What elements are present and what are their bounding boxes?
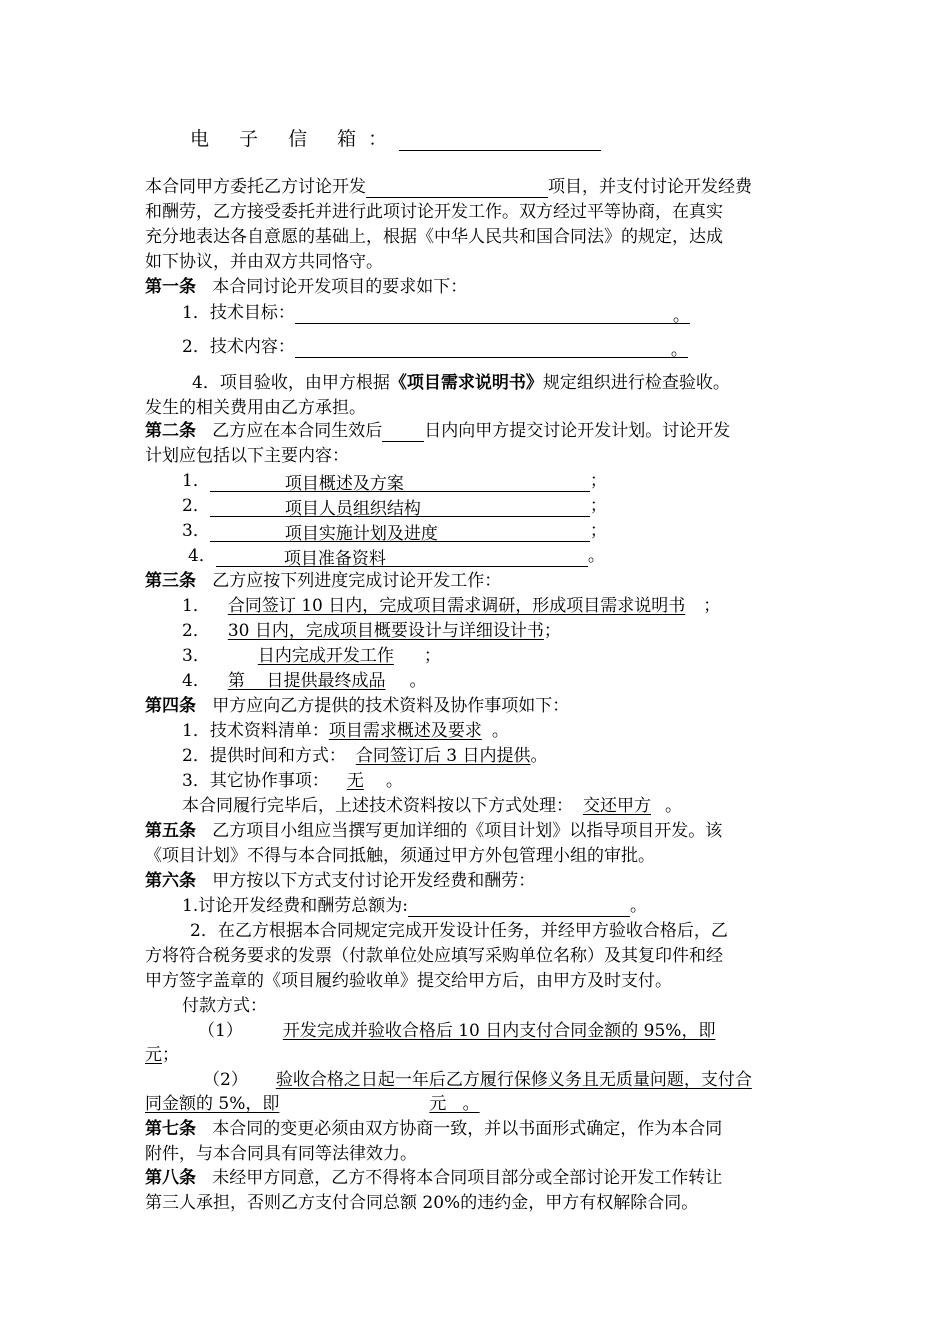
intro-text-a: 本合同甲方委托乙方讨论开发	[145, 177, 366, 197]
provide-time-line	[182, 745, 547, 767]
payment-cond-line-1: 2．在乙方根据本合同规定完成开发设计任务，并经甲方验收合格后，乙	[190, 921, 728, 941]
article-2-title: 第二条	[145, 421, 196, 441]
schedule-item-4	[182, 670, 426, 692]
payment-2-end: 。	[462, 1094, 480, 1114]
plan-item-number: 1．	[182, 471, 210, 491]
payment-2-text-b: 同金额的 5%，即	[145, 1094, 280, 1114]
intro-line-1	[145, 176, 752, 198]
total-amount-label: 1.讨论开发经费和酬劳总额为:	[182, 896, 408, 916]
project-name-blank	[366, 179, 548, 198]
tech-docs-value: 项目需求概述及要求	[328, 721, 482, 741]
article-8-heading	[145, 1167, 722, 1189]
plan-item-1	[182, 470, 607, 492]
payment-1-cont	[145, 1044, 179, 1066]
acceptance-text-a: 4．项目验收，由甲方根据	[192, 373, 390, 393]
intro-line-3: 充分地表达各自意愿的基础上，根据《中华人民共和国合同法》的规定，达成	[145, 227, 723, 247]
payment-1-text: 开发完成并验收合格后 10 日内支付合同金额的 95%，即	[282, 1021, 716, 1041]
plan-item-end: ；	[589, 496, 607, 516]
plan-item-2	[182, 495, 607, 517]
article-7-title: 第七条	[145, 1119, 196, 1139]
article-4-heading	[145, 695, 569, 717]
schedule-value: 合同签订 10 日内，完成项目需求调研，形成项目需求说明书	[227, 596, 686, 616]
plan-item-value: 项目准备资料	[216, 548, 588, 567]
article-5-heading	[145, 820, 722, 842]
schedule-end: 。	[409, 671, 427, 691]
schedule-end: ；	[543, 621, 561, 641]
payment-1-end: ；	[162, 1045, 179, 1065]
acceptance-doc: 《项目需求说明书》	[389, 373, 543, 393]
article-5-text-2: 《项目计划》不得与本合同抵触，须通过甲方外包管理小组的审批。	[145, 846, 655, 866]
tech-content-label: 2．技术内容：	[182, 337, 295, 357]
tech-content-end: 。	[670, 340, 688, 360]
article-2-heading	[145, 420, 730, 442]
article-3-text: 乙方应按下列进度完成讨论开发工作：	[212, 571, 502, 591]
plan-item-value: 项目人员组织结构	[210, 498, 590, 517]
article-1-text: 本合同讨论开发项目的要求如下：	[212, 277, 468, 297]
tech-docs-label: 1．技术资料清单：	[182, 721, 329, 741]
article-1-title: 第一条	[145, 277, 196, 297]
payment-cond-line-2: 方将符合税务要求的发票（付款单位处应填写采购单位名称）及其复印件和经	[145, 946, 723, 966]
article-8-title: 第八条	[145, 1168, 196, 1188]
other-items-label: 3．其它协作事项：	[182, 771, 329, 791]
schedule-item-2	[182, 620, 561, 642]
plan-item-number: 4．	[188, 546, 216, 566]
days-blank	[382, 423, 424, 442]
payment-cond-line-3: 甲方签字盖章的《项目履约验收单》提交给甲方后，由甲方及时支付。	[145, 971, 672, 991]
article-5-title: 第五条	[145, 821, 196, 841]
article-3-heading	[145, 570, 501, 592]
plan-item-end: ；	[589, 471, 607, 491]
article-6-title: 第六条	[145, 871, 196, 891]
total-amount-blank	[408, 898, 630, 917]
article-7-text: 本合同的变更必须由双方协商一致，并以书面形式确定，作为本合同	[212, 1119, 723, 1139]
article-7-text-2: 附件，与本合同具有同等法律效力。	[145, 1144, 417, 1164]
schedule-number: 2．	[182, 621, 210, 641]
provide-time-label: 2．提供时间和方式：	[182, 746, 346, 766]
acceptance-text-b: 规定组织进行检查验收。	[542, 373, 730, 393]
email-blank	[399, 132, 601, 151]
after-completion-line	[182, 795, 682, 817]
plan-item-number: 2．	[182, 496, 210, 516]
plan-item-number: 3．	[182, 521, 210, 541]
payment-1-number: （1）	[198, 1021, 243, 1041]
schedule-item-1	[182, 595, 720, 617]
after-completion-label: 本合同履行完毕后，上述技术资料按以下方式处理：	[182, 796, 573, 816]
other-items-line	[182, 770, 403, 792]
payment-2-underline	[145, 1093, 481, 1115]
schedule-end: ；	[423, 646, 441, 666]
schedule-end: ；	[703, 596, 721, 616]
provide-time-value: 合同签订后 3 日内提供	[355, 746, 531, 766]
article-8-text-2: 第三人承担，否则乙方支付合同总额 20%的违约金，甲方有权解除合同。	[145, 1193, 699, 1213]
schedule-number: 4．	[182, 671, 210, 691]
tech-goal-blank	[295, 305, 690, 324]
payment-2-line	[203, 1069, 814, 1091]
schedule-value: 日内完成开发工作	[257, 646, 394, 666]
article-2-text-2: 计划应包括以下主要内容：	[145, 446, 349, 466]
plan-item-3	[182, 520, 607, 542]
payment-1-line	[198, 1020, 803, 1042]
article-2-text-a: 乙方应在本合同生效后	[212, 421, 383, 441]
email-label: 电 子 信 箱：	[190, 128, 400, 150]
plan-item-end: 。	[587, 546, 605, 566]
schedule-value: 第 日提供最终成品	[227, 671, 386, 691]
payment-2-unit: 元	[429, 1094, 447, 1114]
article-1-item-4	[192, 372, 730, 394]
schedule-item-3	[182, 645, 441, 667]
article-1-heading	[145, 276, 467, 298]
article-8-text: 未经甲方同意，乙方不得将本合同项目部分或全部讨论开发工作转让	[212, 1168, 723, 1188]
intro-line-4: 如下协议，并由双方共同恪守。	[145, 252, 383, 272]
article-2-text-b: 日内向甲方提交讨论开发计划。讨论开发	[424, 421, 731, 441]
payment-2-number: （2）	[203, 1070, 248, 1090]
article-1-item-1	[182, 302, 690, 324]
article-1-item-4-cont: 发生的相关费用由乙方承担。	[145, 398, 366, 418]
tech-goal-end: 。	[672, 306, 690, 326]
total-amount-line	[182, 895, 647, 917]
total-amount-end: 。	[629, 896, 647, 916]
article-3-title: 第三条	[145, 571, 196, 591]
intro-text-b: 项目，并支付讨论开发经费	[548, 177, 752, 197]
plan-item-end: ；	[589, 521, 607, 541]
payment-2-cont	[145, 1093, 481, 1115]
article-6-text: 甲方按以下方式支付讨论开发经费和酬劳：	[212, 871, 536, 891]
tech-goal-label: 1．技术目标：	[182, 303, 295, 323]
other-items-value: 无	[346, 771, 364, 791]
article-7-heading	[145, 1118, 722, 1140]
schedule-number: 1．	[182, 596, 210, 616]
schedule-value: 30 日内，完成项目概要设计与详细设计书	[227, 621, 544, 641]
plan-item-value: 项目概述及方案	[210, 473, 590, 492]
tech-docs-line	[182, 720, 509, 742]
article-4-title: 第四条	[145, 696, 196, 716]
tech-docs-end: 。	[491, 721, 509, 741]
after-completion-end: 。	[665, 796, 682, 816]
email-line	[190, 128, 601, 151]
payment-2-text: 验收合格之日起一年后乙方履行保修义务且无质量问题，支付合	[275, 1070, 752, 1090]
article-4-text: 甲方应向乙方提供的技术资料及协作事项如下：	[212, 696, 570, 716]
tech-content-blank	[295, 339, 688, 358]
payment-1-unit: 元	[145, 1045, 162, 1065]
plan-item-4	[188, 545, 605, 567]
plan-item-value: 项目实施计划及进度	[210, 523, 590, 542]
article-5-text: 乙方项目小组应当撰写更加详细的《项目计划》以指导项目开发。该	[212, 821, 723, 841]
payment-method-label: 付款方式：	[182, 996, 267, 1016]
article-1-item-2	[182, 336, 688, 358]
article-6-heading	[145, 870, 535, 892]
schedule-number: 3．	[182, 646, 210, 666]
intro-line-2: 和酬劳，乙方接受委托并进行此项讨论开发工作。双方经过平等协商，在真实	[145, 202, 723, 222]
other-items-end: 。	[385, 771, 403, 791]
after-completion-value: 交还甲方	[583, 796, 651, 816]
provide-time-end: 。	[530, 746, 548, 766]
